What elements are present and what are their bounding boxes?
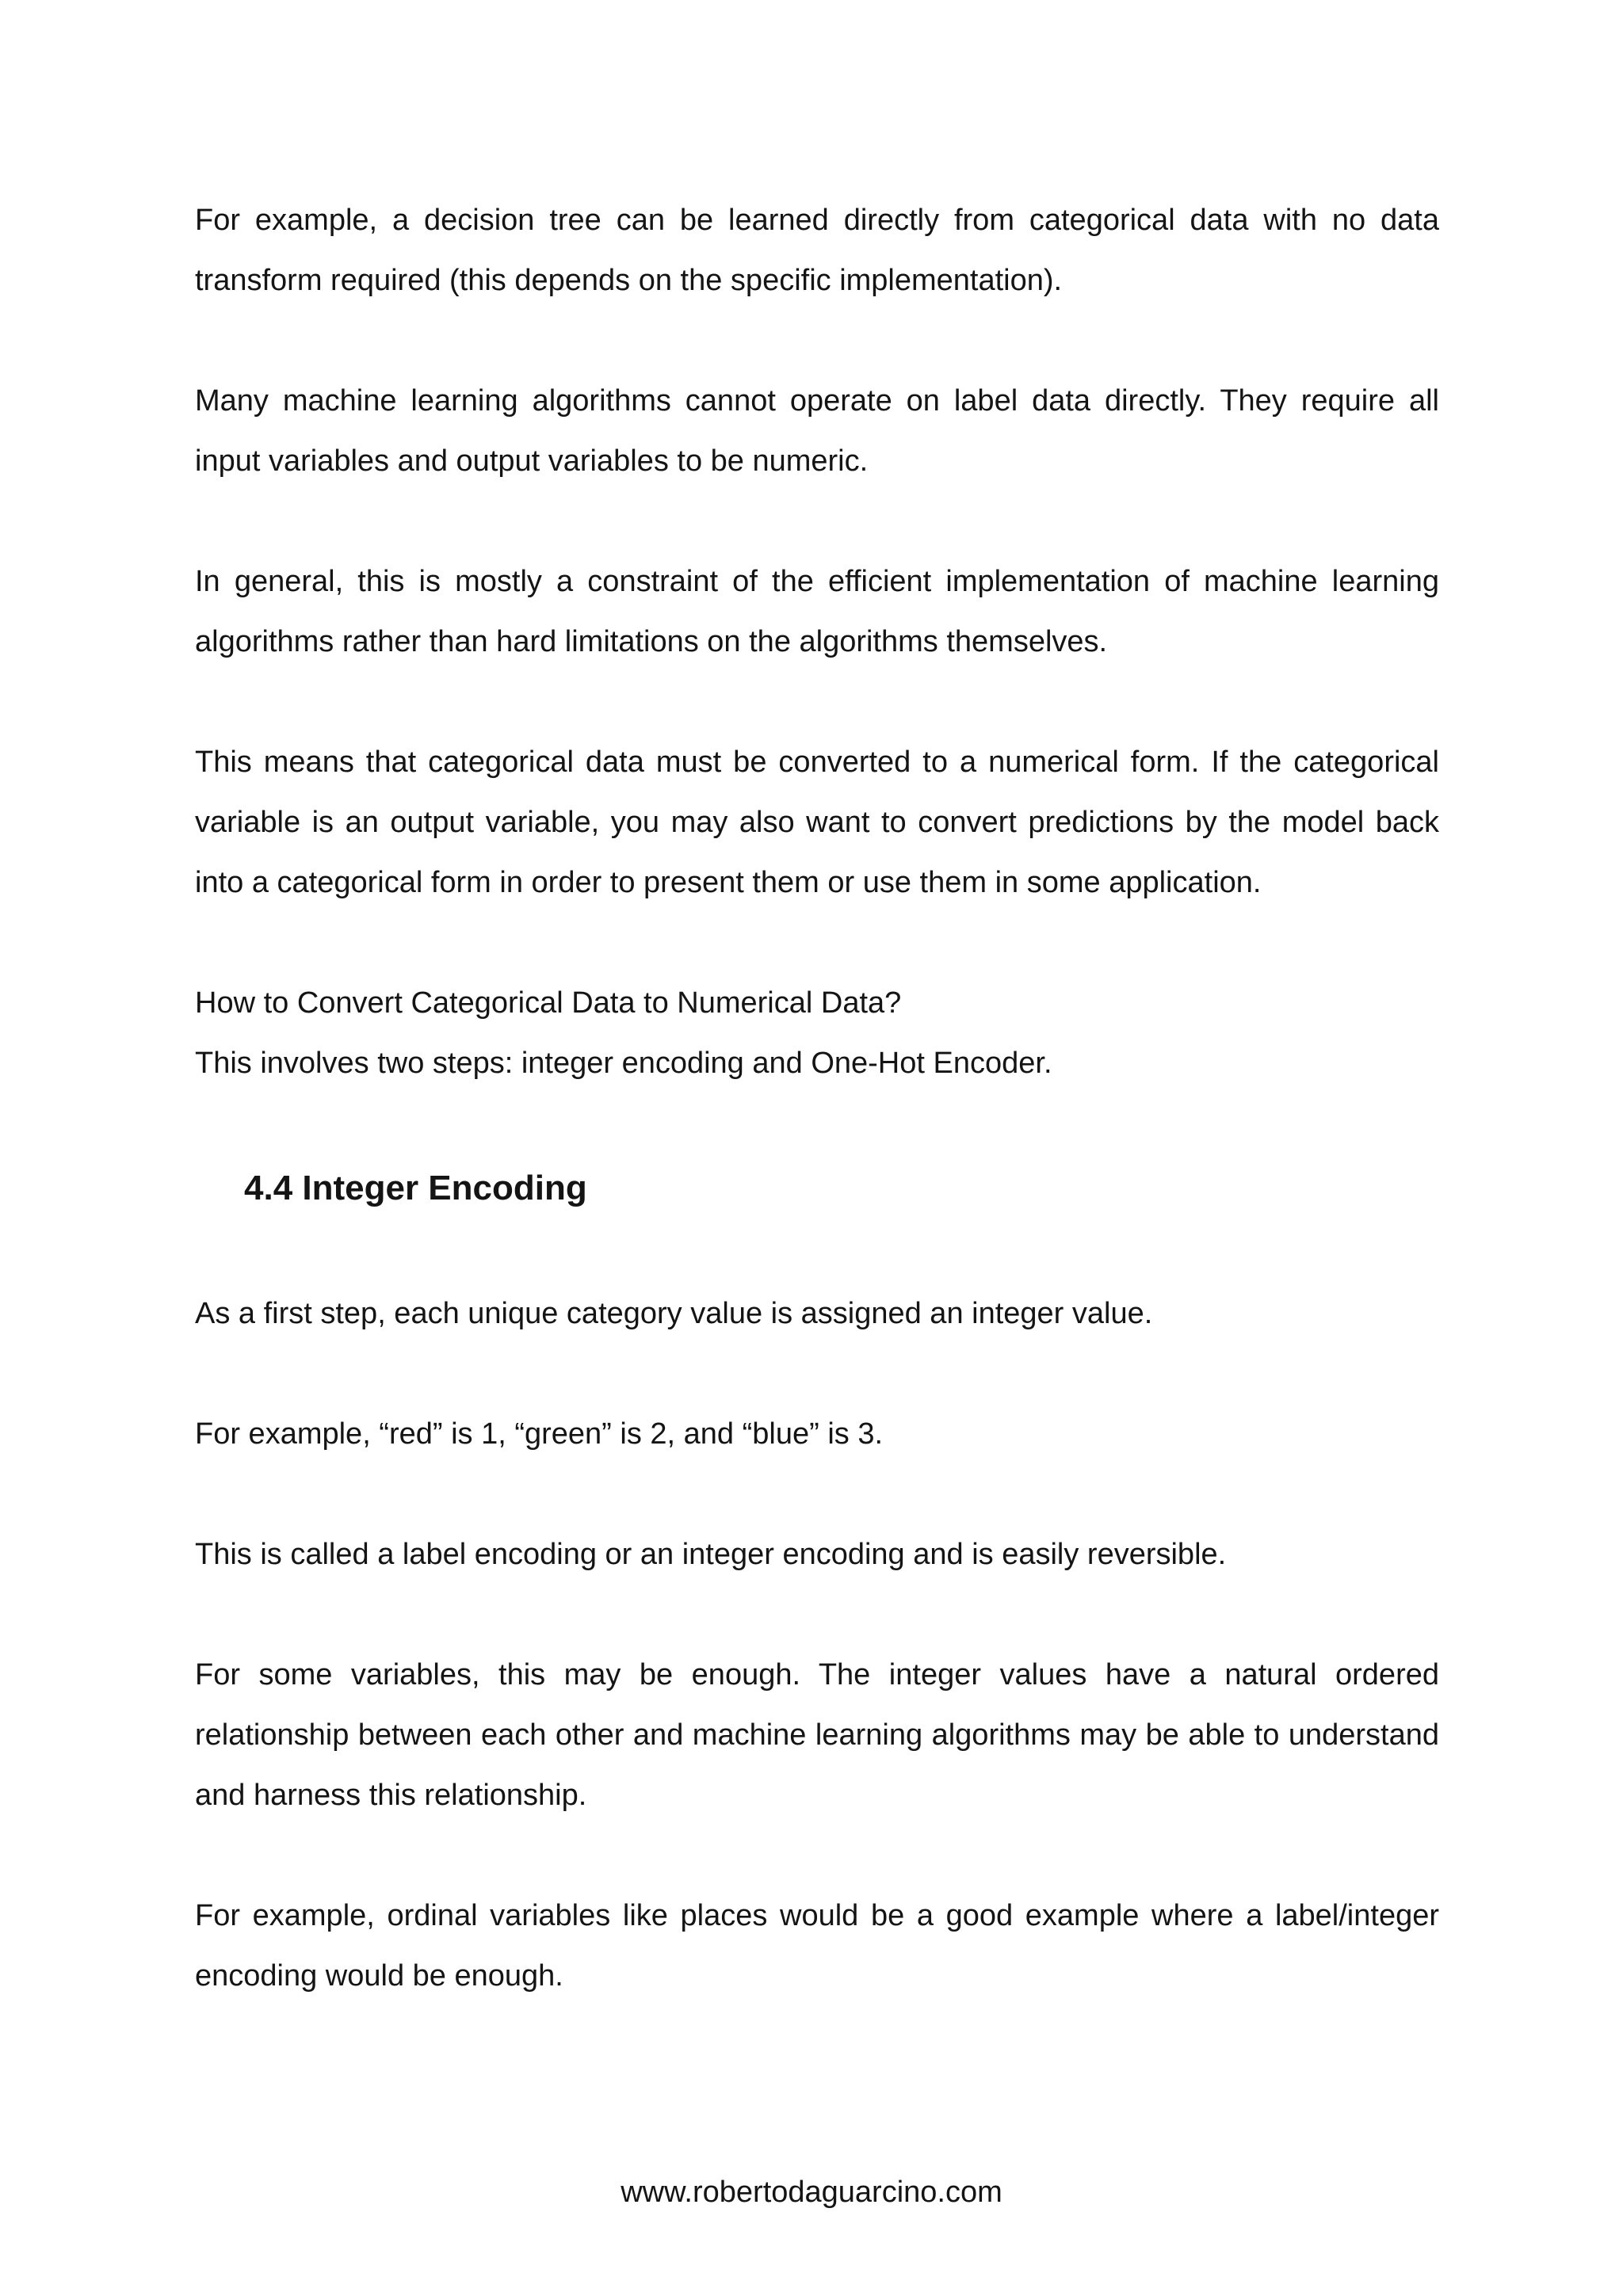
paragraph-natural-order: For some variables, this may be enough. The integer values have a natural ordered relationship between each other and machine learning algorithms may be able to understand and harness this relationship. [195,1658,1439,1812]
paragraph-first-step: As a first step, each unique category value is assigned an integer value. [195,1297,1153,1330]
paragraph-decision-tree: For example, a decision tree can be learned directly from categorical data with no data transform required (this depends on the specific implementation). [195,204,1439,297]
paragraph-conversion: This means that categorical data must be converted to a numerical form. If the categorical variable is an output variable, you may also want to convert predictions by the model back into a categorical form in order to present them or use them in some application. [195,746,1439,899]
paragraph-label-encoding: This is called a label encoding or an integer encoding and is easily reversible. [195,1538,1227,1571]
page-footer-website: www.robertodaguarcino.com [621,2176,1002,2209]
page-body [195,190,1439,2066]
question-line: How to Convert Categorical Data to Numerical Data? [195,986,902,1020]
steps-line: This involves two steps: integer encoding and One-Hot Encoder. [195,1047,1052,1080]
paragraph-label-data: Many machine learning algorithms cannot operate on label data directly. They require all input variables and output variables to be numeric. [195,384,1439,478]
paragraph-ordinal-example: For example, ordinal variables like places would be a good example where a label/integer encoding would be enough. [195,1899,1439,1993]
paragraph-constraint: In general, this is mostly a constraint of the efficient implementation of machine learning algorithms rather than hard limitations on the algorithms themselves. [195,565,1439,658]
section-heading: 4.4 Integer Encoding [244,1169,587,1207]
paragraph-color-example: For example, “red” is 1, “green” is 2, and “blue” is 3. [195,1417,884,1451]
